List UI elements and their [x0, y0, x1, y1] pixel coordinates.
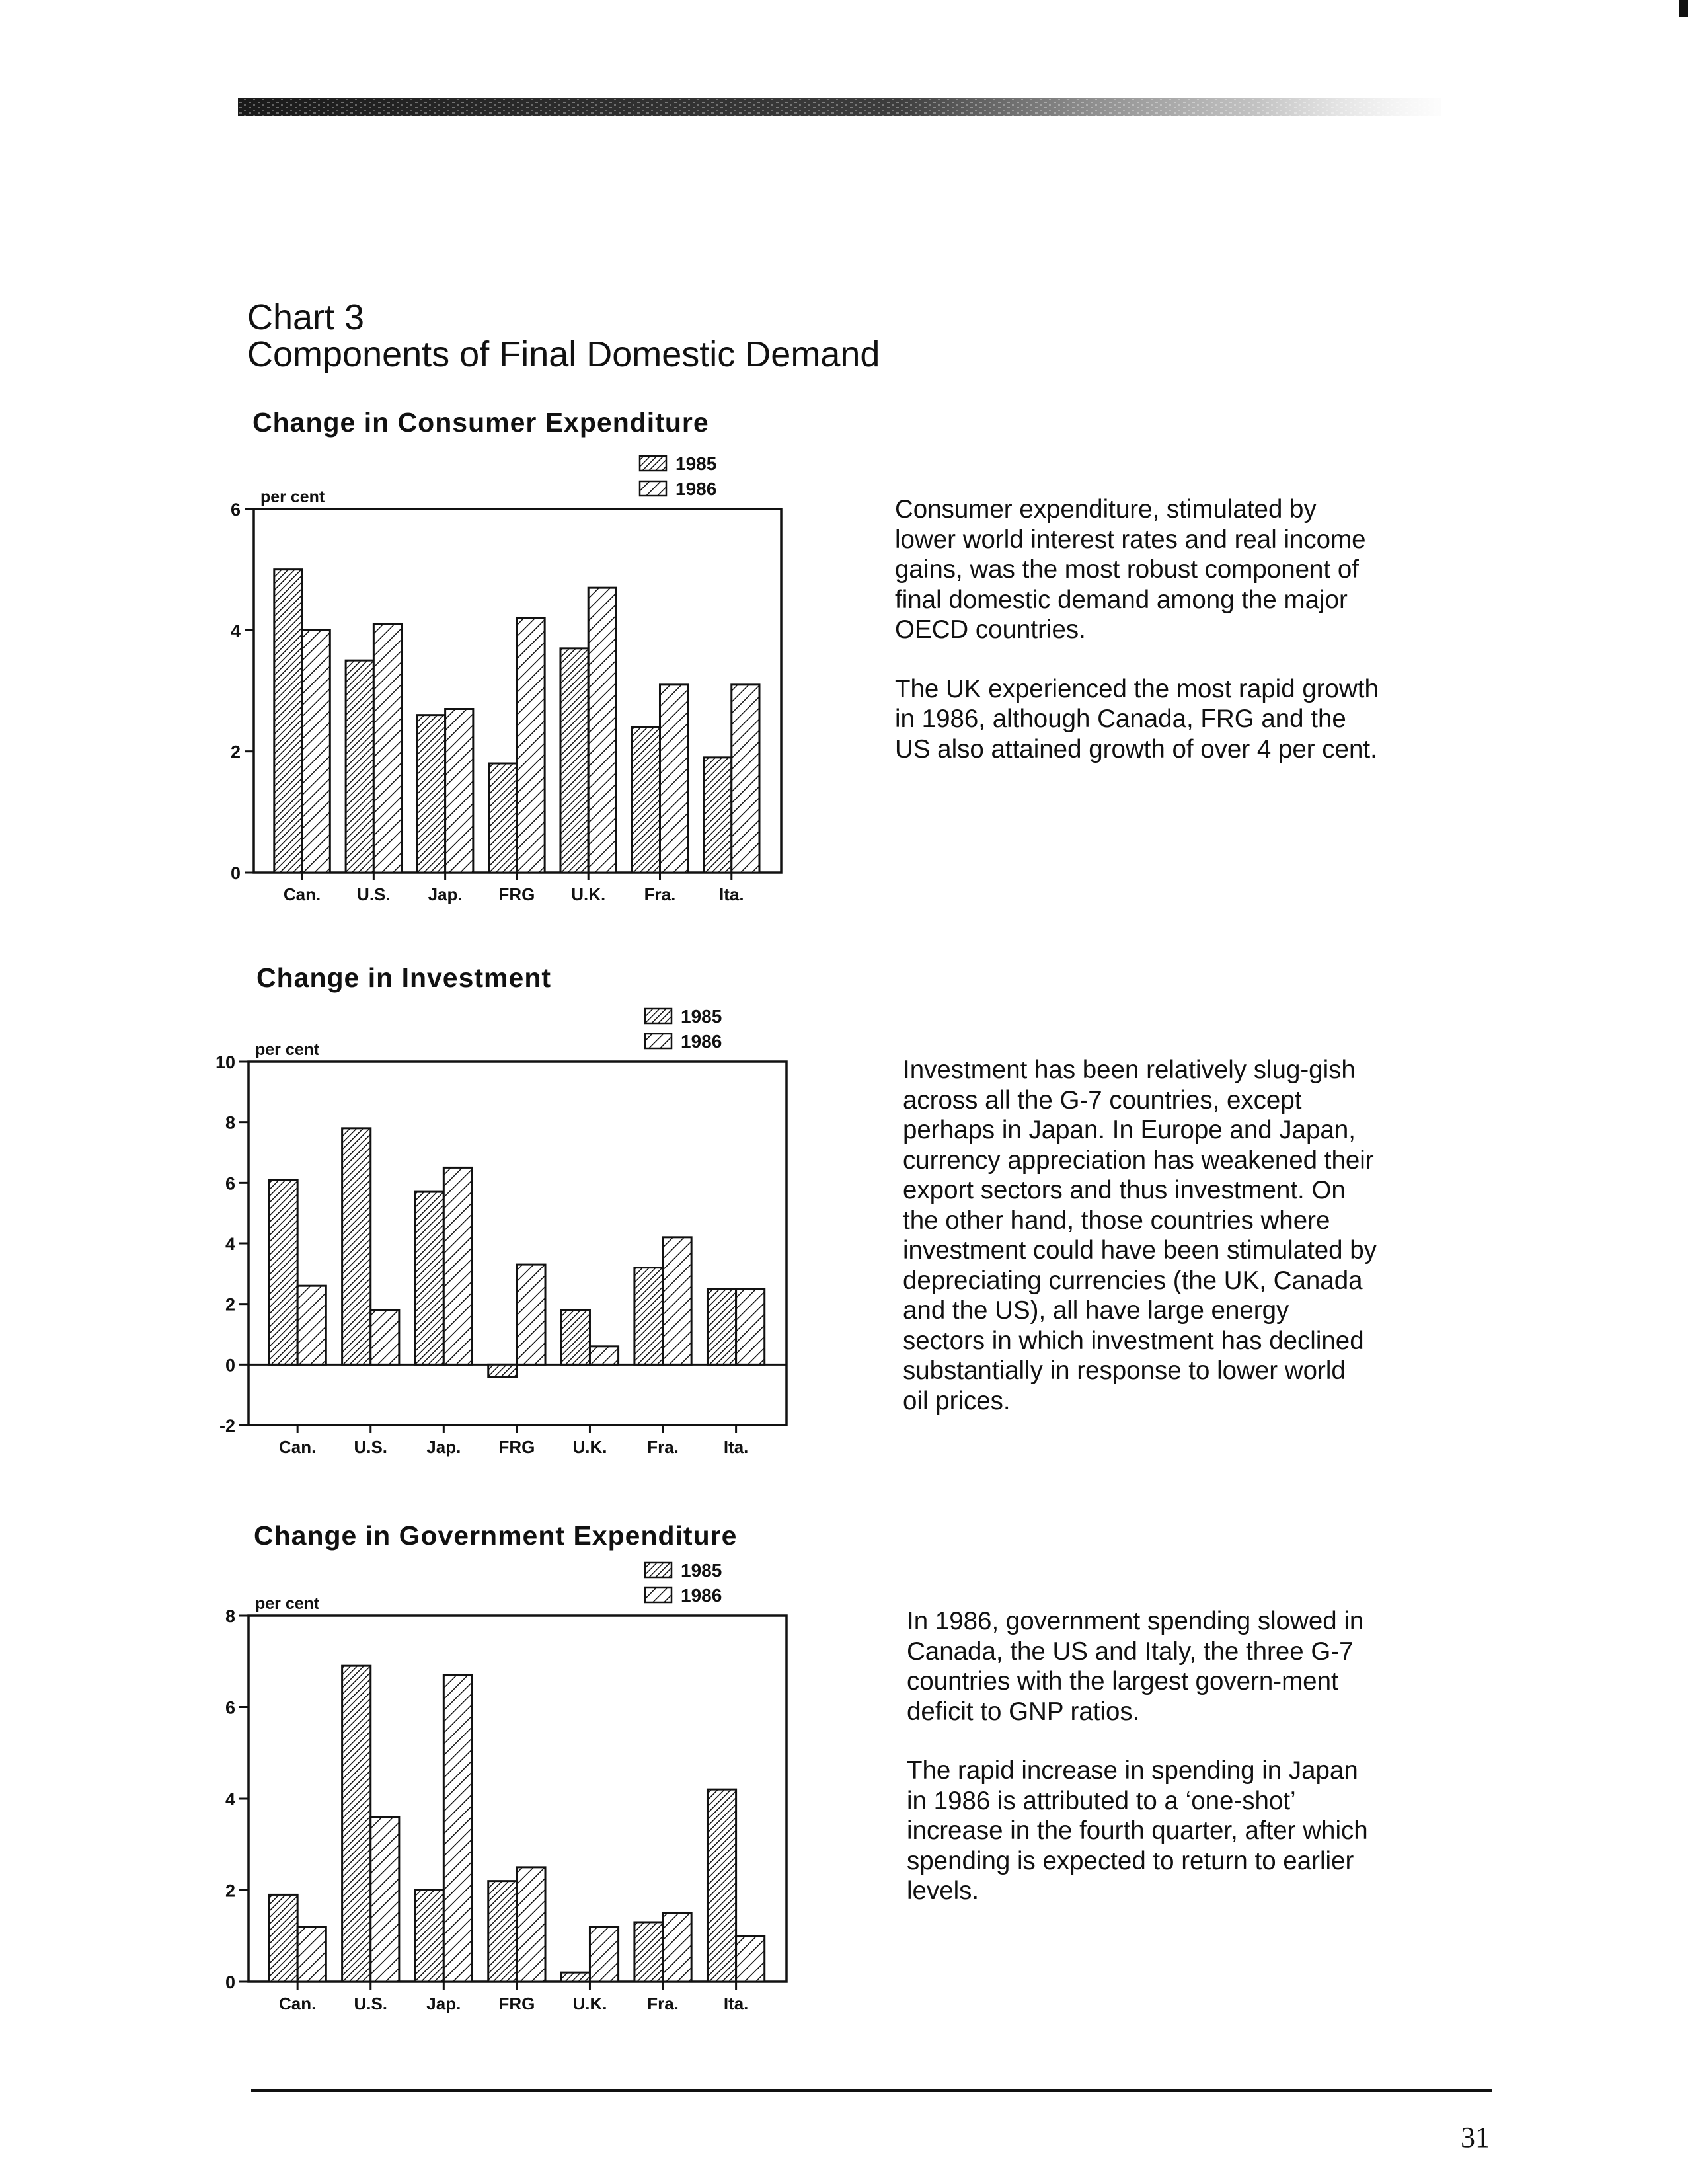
bar-ita-1985 — [704, 758, 732, 873]
bar-ita-1986 — [736, 1289, 765, 1365]
government-chart-title: Change in Government Expenditure — [254, 1520, 738, 1551]
x-tick-label: Can. — [279, 1994, 317, 2013]
consumer-paragraph-2: The UK experienced the most rapid growth in 1986, although Canada, FRG and the US also attained growth of over 4 per cent. — [895, 674, 1379, 763]
y-tick-label: 6 — [230, 500, 241, 520]
document-title-block — [247, 299, 880, 373]
legend-label-1986: 1986 — [681, 1585, 722, 1606]
bar-ita-1986 — [736, 1936, 765, 1982]
y-tick-label: 6 — [225, 1697, 235, 1718]
bar-fra-1985 — [632, 727, 660, 873]
legend-label-1985: 1985 — [675, 453, 717, 474]
government-commentary — [907, 1606, 1380, 1906]
legend-label-1985: 1985 — [681, 1560, 722, 1580]
x-tick-label: FRG — [498, 1437, 535, 1457]
bar-frg-1985 — [488, 1881, 517, 1982]
consumer-chart-title: Change in Consumer Expenditure — [252, 407, 709, 438]
document-title: Components of Final Domestic Demand — [247, 334, 880, 374]
bar-can-1986 — [302, 630, 330, 873]
y-tick-label: 0 — [230, 863, 241, 883]
consumer-expenditure-chart — [198, 449, 793, 912]
bar-fra-1986 — [663, 1237, 691, 1365]
y-tick-label: 8 — [225, 1606, 235, 1626]
bar-fra-1985 — [634, 1268, 663, 1365]
legend-swatch-1985 — [640, 456, 666, 471]
bar-fra-1986 — [663, 1913, 691, 1982]
y-tick-label: 4 — [225, 1789, 235, 1809]
footer-rule — [251, 2089, 1492, 2092]
bar-uk-1986 — [590, 1346, 618, 1365]
bar-ita-1986 — [732, 685, 759, 873]
y-tick-label: 2 — [230, 742, 241, 762]
bar-jap-1985 — [415, 1192, 443, 1364]
x-tick-label: FRG — [498, 1994, 535, 2013]
x-tick-label: Jap. — [428, 884, 463, 904]
bar-uk-1985 — [560, 648, 588, 873]
y-tick-label: 8 — [225, 1112, 235, 1133]
x-tick-label: Jap. — [426, 1437, 461, 1457]
chart-number: Chart 3 — [247, 297, 365, 337]
bar-jap-1986 — [443, 1167, 472, 1364]
bar-can-1986 — [297, 1927, 326, 1982]
government-expenditure-chart — [198, 1560, 793, 2025]
bar-frg-1986 — [517, 1867, 545, 1982]
bar-fra-1985 — [634, 1922, 663, 1982]
bar-jap-1986 — [445, 709, 473, 873]
investment-chart — [198, 1005, 793, 1467]
y-tick-label: 0 — [225, 1972, 235, 1992]
x-tick-label: Ita. — [723, 1437, 749, 1457]
legend-swatch-1985 — [645, 1009, 671, 1023]
legend-label-1986: 1986 — [681, 1031, 722, 1052]
x-tick-label: FRG — [498, 884, 535, 904]
legend-swatch-1986 — [645, 1034, 671, 1048]
y-axis-label: per cent — [260, 488, 325, 506]
x-tick-label: Fra. — [644, 884, 676, 904]
legend-swatch-1986 — [645, 1588, 671, 1602]
bar-jap-1985 — [415, 1891, 443, 1982]
x-tick-label: Ita. — [723, 1994, 749, 2013]
bar-us-1985 — [346, 660, 373, 873]
y-tick-label: 10 — [215, 1052, 235, 1072]
y-tick-label: -2 — [219, 1416, 235, 1436]
bar-us-1986 — [373, 624, 401, 873]
x-tick-label: Fra. — [647, 1994, 679, 2013]
bar-can-1985 — [274, 570, 302, 873]
y-axis-label: per cent — [255, 1040, 320, 1059]
y-tick-label: 2 — [225, 1881, 235, 1901]
bar-ita-1985 — [707, 1289, 736, 1365]
bar-frg-1986 — [517, 1265, 545, 1364]
bar-can-1986 — [297, 1286, 326, 1364]
legend-label-1986: 1986 — [675, 479, 717, 499]
bar-fra-1986 — [660, 685, 687, 873]
government-paragraph-1: In 1986, government spending slowed in Canada, the US and Italy, the three G-7 countries with the largest govern-ment deficit to GNP ratios. — [907, 1607, 1364, 1726]
bar-us-1985 — [342, 1666, 371, 1982]
bar-frg-1986 — [517, 618, 545, 873]
consumer-commentary — [895, 494, 1384, 764]
y-tick-label: 6 — [225, 1173, 235, 1194]
y-tick-label: 0 — [225, 1355, 235, 1376]
y-tick-label: 2 — [225, 1294, 235, 1315]
bar-uk-1985 — [561, 1972, 590, 1982]
x-tick-label: U.K. — [572, 1437, 607, 1457]
bar-frg-1985 — [489, 763, 517, 873]
x-tick-label: Fra. — [647, 1437, 679, 1457]
y-axis-label: per cent — [255, 1594, 320, 1613]
header-rule — [238, 96, 1441, 118]
bar-uk-1985 — [561, 1310, 590, 1365]
bar-ita-1985 — [707, 1789, 736, 1982]
x-tick-label: Jap. — [426, 1994, 461, 2013]
legend-swatch-1986 — [640, 481, 666, 496]
page-number: 31 — [1461, 2121, 1490, 2154]
legend-swatch-1985 — [645, 1563, 671, 1577]
x-tick-label: U.S. — [354, 1994, 388, 2013]
investment-paragraph-1: Investment has been relatively slug-gish across all the G-7 countries, except perhaps in Japan. In Europe and Japan, currency appreciation has weakened their export sectors and thus investment. On the other hand, those countries where investment could have been stimulated by depreciating currencies (the UK, Canada and the US), all have large energy sectors in which investment has declined substantially in response to lower world oil prices. — [903, 1056, 1377, 1415]
corner-mark — [1679, 0, 1688, 17]
x-tick-label: Ita. — [718, 884, 744, 904]
x-tick-label: U.K. — [571, 884, 606, 904]
bar-frg-1985 — [488, 1364, 517, 1376]
bar-us-1985 — [342, 1128, 371, 1364]
investment-commentary — [903, 1055, 1377, 1416]
legend-label-1985: 1985 — [681, 1006, 722, 1027]
y-tick-label: 4 — [230, 621, 241, 641]
bar-jap-1986 — [443, 1675, 472, 1982]
x-tick-label: Can. — [283, 884, 321, 904]
bar-uk-1986 — [588, 588, 616, 873]
bar-us-1986 — [371, 1817, 399, 1982]
investment-chart-title: Change in Investment — [256, 962, 552, 993]
x-tick-label: U.S. — [357, 884, 391, 904]
consumer-paragraph-1: Consumer expenditure, stimulated by lower world interest rates and real income gains, was the most robust component of final domestic demand among the major OECD countries. — [895, 495, 1366, 644]
x-tick-label: U.K. — [572, 1994, 607, 2013]
government-paragraph-2: The rapid increase in spending in Japan in 1986 is attributed to a ‘one-shot’ increase in the fourth quarter, after which spending is expected to return to earlier levels. — [907, 1756, 1368, 1905]
y-tick-label: 4 — [225, 1234, 235, 1254]
bar-jap-1985 — [417, 715, 445, 873]
x-tick-label: U.S. — [354, 1437, 388, 1457]
bar-uk-1986 — [590, 1927, 618, 1982]
x-tick-label: Can. — [279, 1437, 317, 1457]
bar-can-1985 — [269, 1180, 297, 1365]
bar-us-1986 — [371, 1310, 399, 1365]
bar-can-1985 — [269, 1894, 297, 1982]
